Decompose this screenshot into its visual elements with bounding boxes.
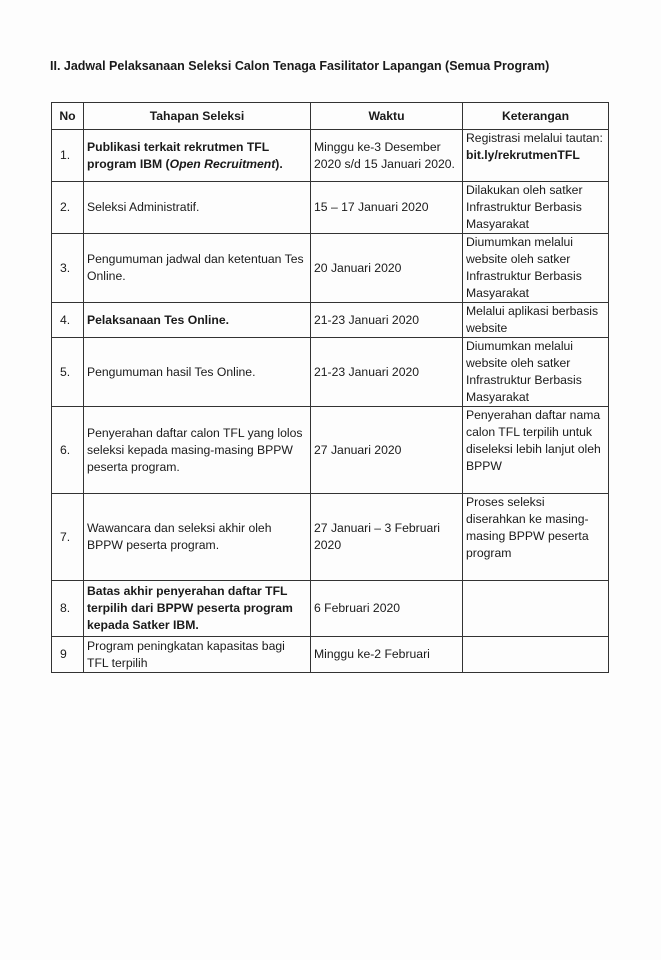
row-tahapan: Batas akhir penyerahan daftar TFL terpilih dari BPPW peserta program kepada Satker IBM. bbox=[84, 581, 311, 637]
row-no: 8. bbox=[52, 581, 84, 637]
row-waktu: 21-23 Januari 2020 bbox=[311, 303, 463, 338]
table-row bbox=[52, 338, 609, 407]
table-row bbox=[52, 234, 609, 303]
row-no: 3. bbox=[52, 234, 84, 303]
row-waktu: 20 Januari 2020 bbox=[311, 234, 463, 303]
row-tahapan: Program peningkatan kapasitas bagi TFL terpilih bbox=[84, 637, 311, 673]
table-row bbox=[52, 581, 609, 637]
row-waktu: 27 Januari – 3 Februari 2020 bbox=[311, 494, 463, 581]
row-tahapan: Pengumuman hasil Tes Online. bbox=[84, 338, 311, 407]
header-tahapan: Tahapan Seleksi bbox=[84, 103, 311, 130]
row-no: 4. bbox=[52, 303, 84, 338]
table-row bbox=[52, 494, 609, 581]
row-keterangan: Registrasi melalui tautan: bit.ly/rekrutmenTFL bbox=[463, 130, 609, 182]
row-tahapan: Seleksi Administratif. bbox=[84, 182, 311, 234]
row-tahapan: Publikasi terkait rekrutmen TFL program IBM (Open Recruitment). bbox=[84, 130, 311, 182]
row-keterangan: Diumumkan melalui website oleh satker Infrastruktur Berbasis Masyarakat bbox=[463, 234, 609, 303]
header-waktu: Waktu bbox=[311, 103, 463, 130]
row-no: 6. bbox=[52, 407, 84, 494]
row-waktu: 27 Januari 2020 bbox=[311, 407, 463, 494]
row-no: 2. bbox=[52, 182, 84, 234]
table-row bbox=[52, 637, 609, 673]
row-waktu: Minggu ke-2 Februari bbox=[311, 637, 463, 673]
row-waktu: 15 – 17 Januari 2020 bbox=[311, 182, 463, 234]
header-no: No bbox=[52, 103, 84, 130]
row-keterangan: Diumumkan melalui website oleh satker Infrastruktur Berbasis Masyarakat bbox=[463, 338, 609, 407]
row-keterangan bbox=[463, 637, 609, 673]
row-no: 7. bbox=[52, 494, 84, 581]
registration-link-text: bit.ly/rekrutmenTFL bbox=[466, 148, 580, 162]
row-tahapan: Pelaksanaan Tes Online. bbox=[84, 303, 311, 338]
table-header-row bbox=[52, 103, 609, 130]
section-heading: II. Jadwal Pelaksanaan Seleksi Calon Tenaga Fasilitator Lapangan (Semua Program) bbox=[50, 59, 550, 73]
table-row bbox=[52, 303, 609, 338]
row-keterangan: Penyerahan daftar nama calon TFL terpilih untuk diseleksi lebih lanjut oleh BPPW bbox=[463, 407, 609, 494]
row-waktu: 21-23 Januari 2020 bbox=[311, 338, 463, 407]
row-tahapan: Pengumuman jadwal dan ketentuan Tes Online. bbox=[84, 234, 311, 303]
table-row bbox=[52, 130, 609, 182]
row-no: 1. bbox=[52, 130, 84, 182]
row-no: 5. bbox=[52, 338, 84, 407]
table-row bbox=[52, 182, 609, 234]
row-waktu: 6 Februari 2020 bbox=[311, 581, 463, 637]
header-keterangan: Keterangan bbox=[463, 103, 609, 130]
row-keterangan: Melalui aplikasi berbasis website bbox=[463, 303, 609, 338]
row-no: 9 bbox=[52, 637, 84, 673]
row-keterangan: Dilakukan oleh satker Infrastruktur Berbasis Masyarakat bbox=[463, 182, 609, 234]
row-keterangan: Proses seleksi diserahkan ke masing-masing BPPW peserta program bbox=[463, 494, 609, 581]
row-waktu: Minggu ke-3 Desember 2020 s/d 15 Januari 2020. bbox=[311, 130, 463, 182]
table-row bbox=[52, 407, 609, 494]
row-tahapan: Penyerahan daftar calon TFL yang lolos seleksi kepada masing-masing BPPW peserta program. bbox=[84, 407, 311, 494]
row-keterangan bbox=[463, 581, 609, 637]
row-tahapan: Wawancara dan seleksi akhir oleh BPPW peserta program. bbox=[84, 494, 311, 581]
selection-schedule-table bbox=[51, 102, 609, 673]
